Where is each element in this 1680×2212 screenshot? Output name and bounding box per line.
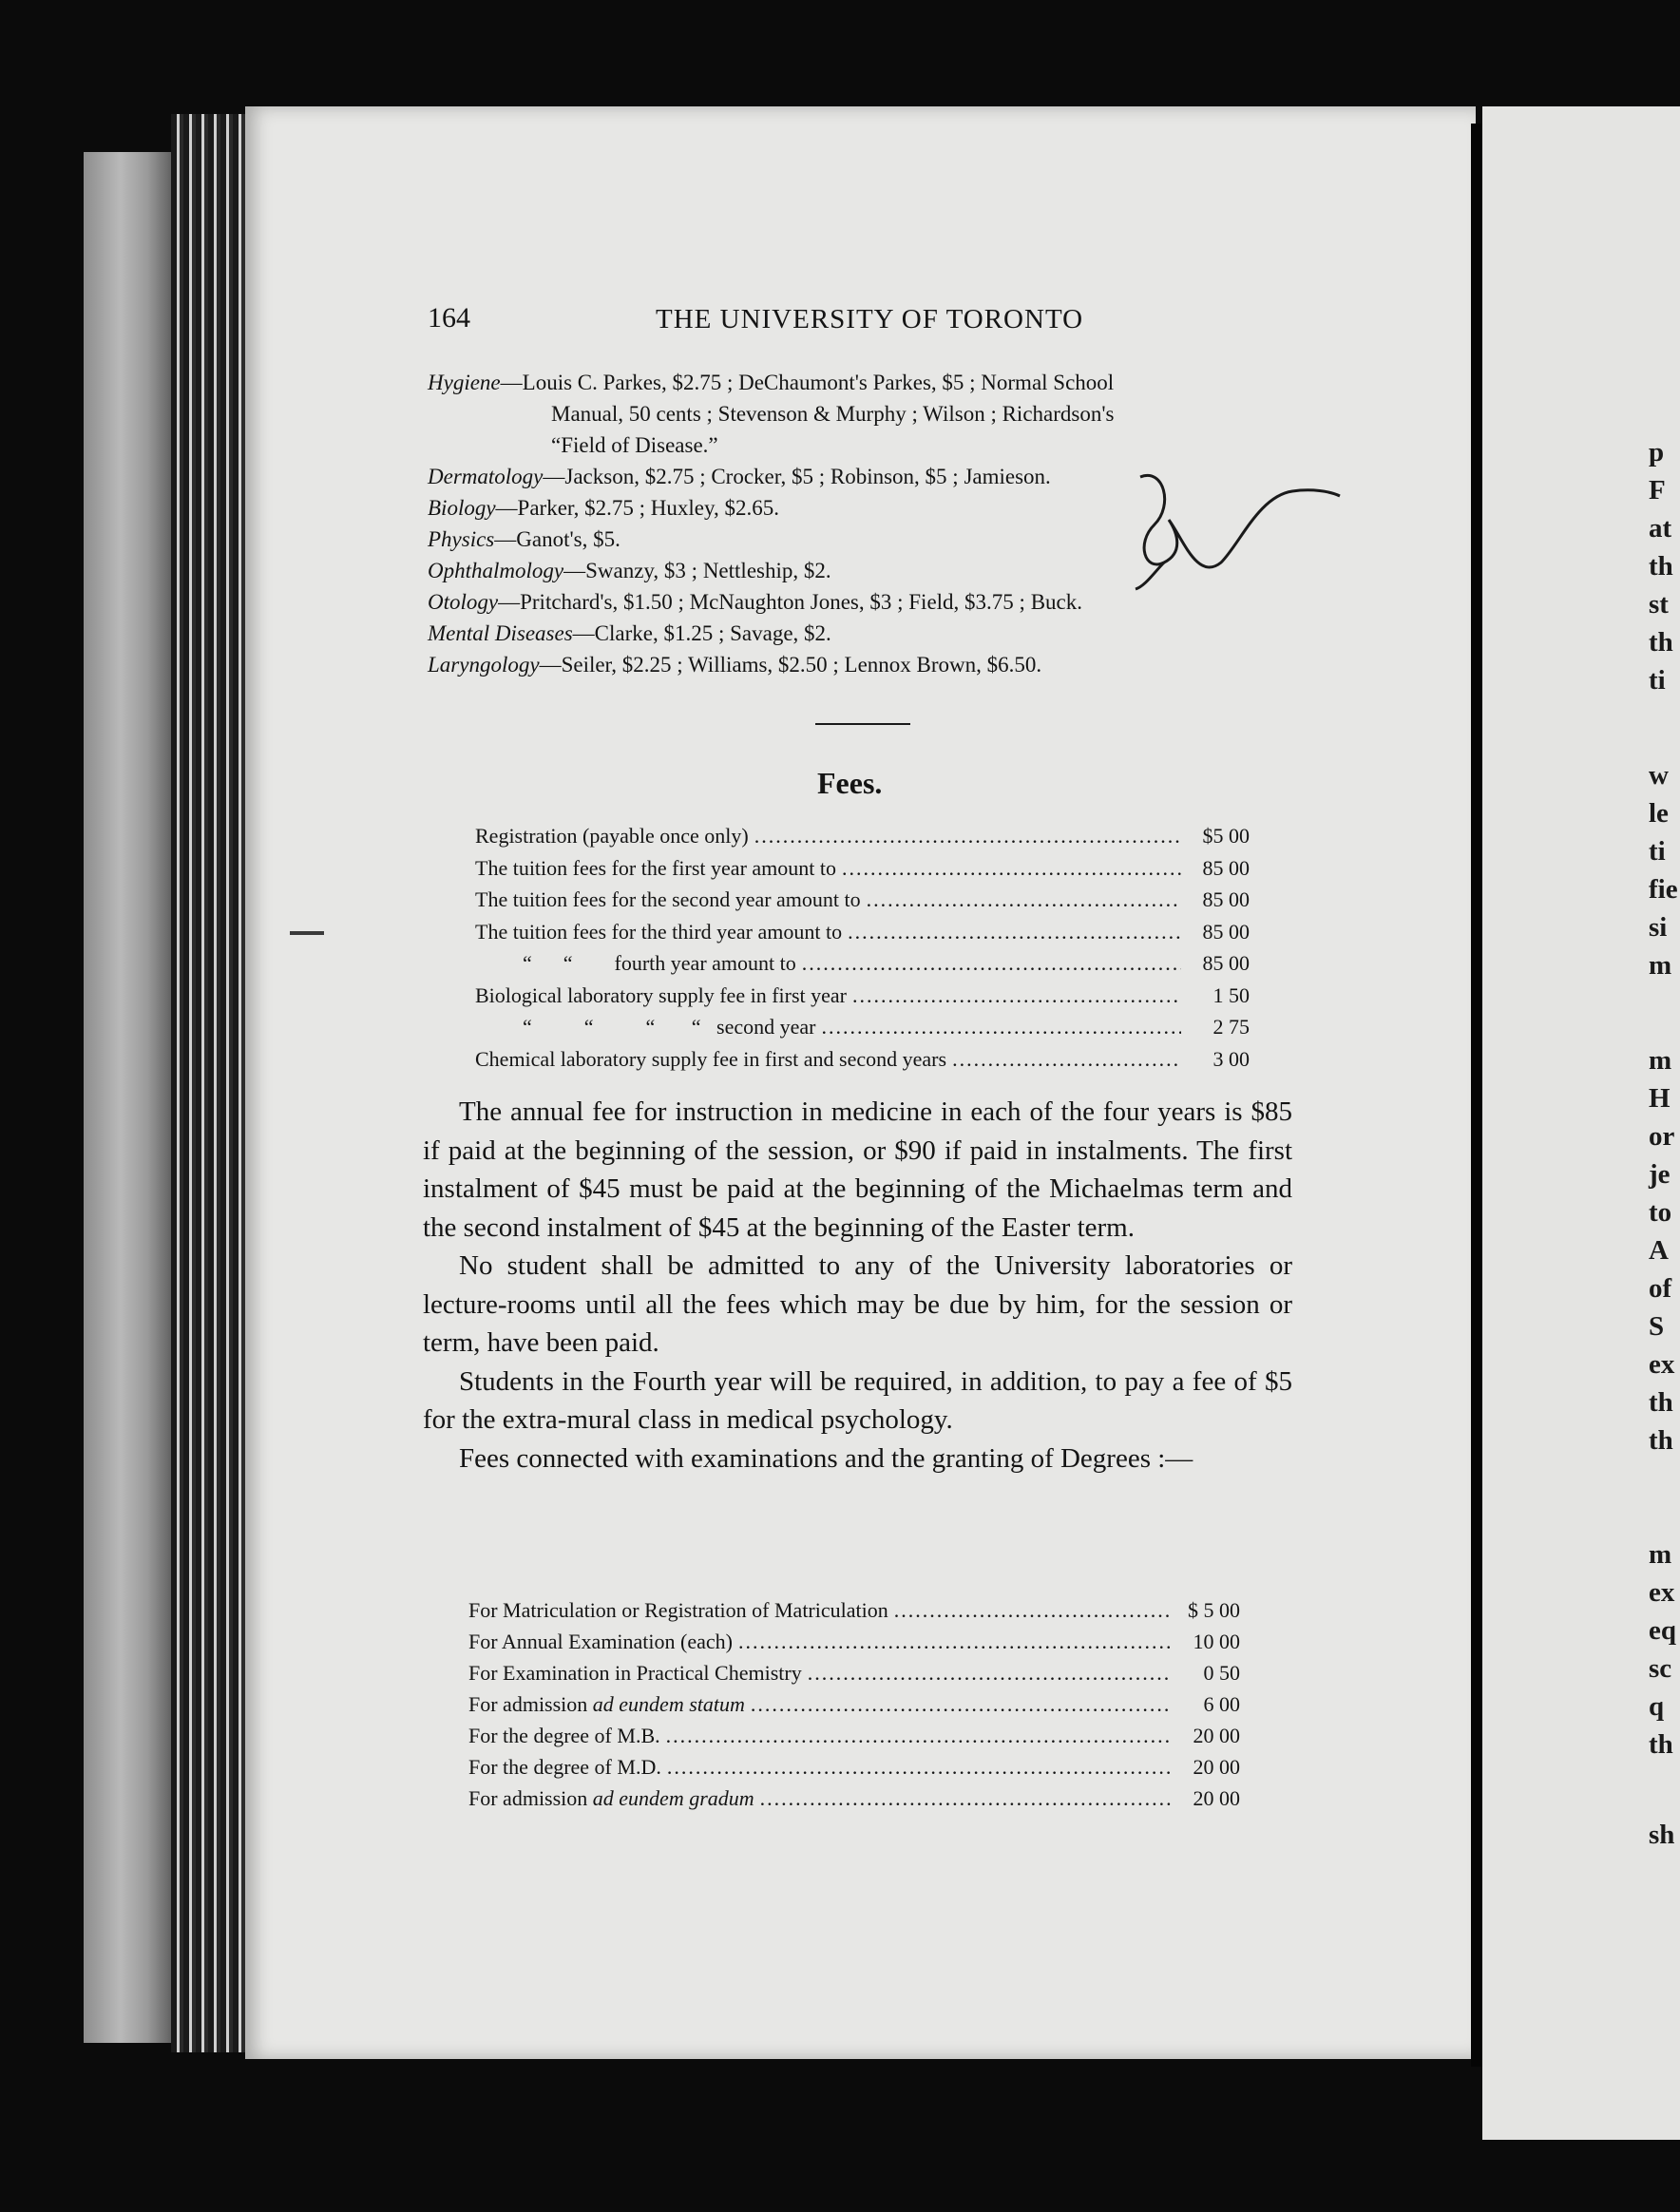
reference-item: Ophthalmology—Swanzy, $3 ; Nettleship, $2.: [428, 559, 831, 582]
fee-row: Registration (payable once only) ..... $5 00: [475, 824, 1250, 856]
fee-row: The tuition fees for the first year amount to ..... 85 00: [475, 856, 1250, 888]
fee-row: For the degree of M.D. ..... 20 00: [468, 1755, 1240, 1786]
running-title: THE UNIVERSITY OF TORONTO: [656, 304, 1084, 334]
book-gutter: [1471, 124, 1482, 2067]
paragraph: The annual fee for instruction in medicine in each of the four years is $85 if paid at the beginning of the session, or $90 if paid in instalments. The first instalment of $45 must be paid at the beginning of the Michaelmas term and the second instalment of $45 at the beginning of the Easter term.: [423, 1096, 1292, 1243]
section-heading: Fees.: [817, 766, 883, 800]
paragraph: Students in the Fourth year will be required, in addition, to pay a fee of $5 for the extra-mural class in medical psychology.: [423, 1365, 1292, 1435]
right-page-fragment: je: [1649, 1159, 1670, 1190]
fee-table: [475, 824, 1250, 1078]
fee-row: For the degree of M.B. ..... 20 00: [468, 1724, 1240, 1755]
right-page-fragment: of: [1649, 1273, 1672, 1304]
handwritten-mark: [1126, 467, 1345, 591]
page-stack-edges: [171, 114, 247, 2052]
right-page-fragment: at: [1649, 513, 1672, 543]
right-page-fragment: F: [1649, 475, 1666, 505]
fee-row: The tuition fees for the second year amount to ..... 85 00: [475, 887, 1250, 920]
reference-item: Biology—Parker, $2.75 ; Huxley, $2.65.: [428, 496, 780, 520]
reference-item: Laryngology—Seiler, $2.25 ; Williams, $2.50 ; Lennox Brown, $6.50.: [428, 653, 1042, 677]
right-page-fragment: sc: [1649, 1653, 1672, 1684]
right-page-fragment: eq: [1649, 1615, 1676, 1646]
fee-row: “ “ “ “ second year ..... 2 75: [475, 1015, 1250, 1047]
reference-item: Hygiene—Louis C. Parkes, $2.75 ; DeChaumont's Parkes, $5 ; Normal School: [428, 371, 1115, 394]
reference-continuation: Manual, 50 cents ; Stevenson & Murphy ; Wilson ; Richardson's: [551, 402, 1115, 426]
fee-row: The tuition fees for the third year amount to ..... 85 00: [475, 920, 1250, 952]
fee-row: Chemical laboratory supply fee in first and second years ..... 3 00: [475, 1047, 1250, 1079]
fee-row: For Matriculation or Registration of Matriculation ..... $ 5 00: [468, 1598, 1240, 1630]
book-edge: [84, 152, 175, 2043]
body-text: [423, 1093, 1292, 1478]
section-divider: [815, 723, 910, 725]
right-page-fragment: si: [1649, 912, 1668, 943]
right-page-fragment: H: [1649, 1083, 1670, 1114]
right-page-fragment: th: [1649, 1729, 1673, 1760]
right-page-fragment: A: [1649, 1235, 1669, 1266]
reference-item: Dermatology—Jackson, $2.75 ; Crocker, $5 ; Robinson, $5 ; Jamieson.: [428, 465, 1051, 488]
fee-row: For Examination in Practical Chemistry ..... 0 50: [468, 1661, 1240, 1692]
right-page-fragment: m: [1649, 950, 1672, 981]
fee-row: “ “ fourth year amount to ..... 85 00: [475, 951, 1250, 983]
fee-row: For admission ad eundem gradum ..... 20 00: [468, 1786, 1240, 1818]
right-page-fragment: or: [1649, 1121, 1675, 1152]
right-page-fragment: ti: [1649, 665, 1666, 696]
reference-item: Otology—Pritchard's, $1.50 ; McNaughton Jones, $3 ; Field, $3.75 ; Buck.: [428, 590, 1082, 614]
exam-fee-table: [468, 1598, 1240, 1818]
right-page-fragment: le: [1649, 798, 1669, 829]
right-page-fragment: S: [1649, 1311, 1665, 1342]
fee-row: For Annual Examination (each) ..... 10 00: [468, 1630, 1240, 1661]
right-page-fragment: st: [1649, 589, 1669, 620]
right-page-fragment: to: [1649, 1197, 1672, 1228]
right-page-fragment: th: [1649, 1387, 1673, 1418]
reference-continuation: “Field of Disease.”: [551, 433, 718, 457]
right-page-fragment: th: [1649, 1425, 1673, 1456]
reference-item: Mental Diseases—Clarke, $1.25 ; Savage, $2.: [428, 621, 831, 645]
right-page-fragment: ex: [1649, 1577, 1675, 1608]
right-page-fragment: th: [1649, 627, 1673, 658]
right-page-fragment: fie: [1649, 874, 1678, 905]
reference-item: Physics—Ganot's, $5.: [428, 527, 620, 551]
margin-mark: [290, 931, 324, 935]
paragraph: Fees connected with examinations and the granting of Degrees :—: [459, 1442, 1193, 1474]
right-page-fragment: w: [1649, 760, 1669, 791]
right-page-fragment: q: [1649, 1691, 1665, 1722]
right-page-fragment: th: [1649, 551, 1673, 582]
right-page-fragment: m: [1649, 1539, 1672, 1570]
fee-row: Biological laboratory supply fee in first year ..... 1 50: [475, 983, 1250, 1016]
right-page-fragment: p: [1649, 437, 1665, 467]
fee-row: For admission ad eundem statum ..... 6 00: [468, 1692, 1240, 1724]
paragraph: No student shall be admitted to any of the University laboratories or lecture-rooms until all the fees which may be due by him, for the session or term, have been paid.: [423, 1250, 1292, 1358]
right-page-fragment: ti: [1649, 836, 1666, 867]
right-page-fragment: sh: [1649, 1820, 1675, 1850]
right-page-fragment: ex: [1649, 1349, 1675, 1380]
right-page-fragment: m: [1649, 1045, 1672, 1076]
page-number: 164: [428, 302, 470, 334]
